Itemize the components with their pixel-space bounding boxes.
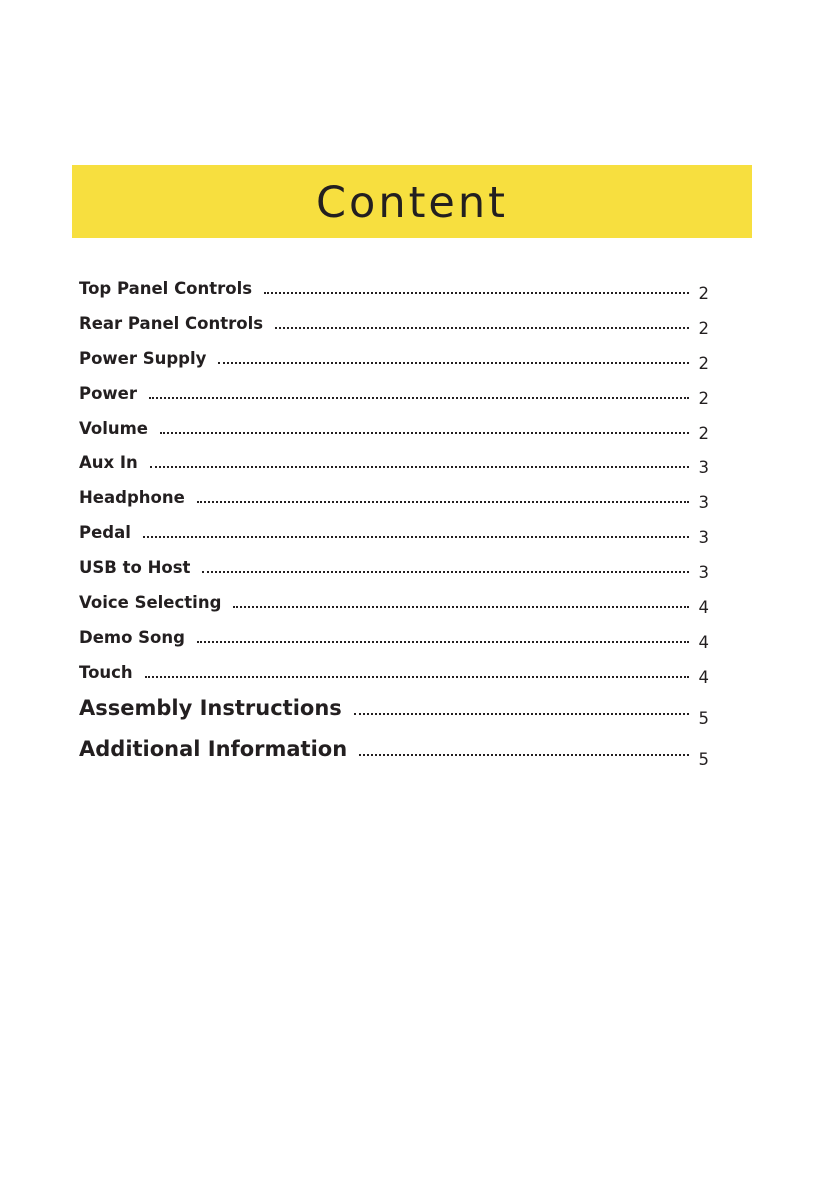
toc-entry-label: Additional Information (79, 737, 348, 761)
page-title: Content (315, 178, 508, 228)
toc-entry[interactable] (79, 386, 719, 416)
toc-entry-label: Aux In (79, 453, 138, 472)
toc-entry-label: USB to Host (79, 558, 191, 577)
toc-entry-page: 2 (698, 354, 709, 373)
toc-entry[interactable] (79, 525, 719, 555)
toc-dot-leader (218, 362, 689, 364)
toc-entry-page: 2 (698, 319, 709, 338)
toc-entry-label: Power (79, 384, 137, 403)
toc-entry[interactable] (79, 455, 719, 485)
toc-entry-label: Demo Song (79, 628, 185, 647)
toc-entry-page: 5 (698, 750, 709, 769)
toc-entry[interactable] (79, 351, 719, 381)
toc-entry[interactable] (79, 316, 719, 346)
toc-entry-page: 3 (698, 528, 709, 547)
toc-dot-leader (202, 571, 689, 573)
toc-dot-leader (197, 641, 689, 643)
toc-entry[interactable] (79, 737, 719, 773)
toc-entry-label: Voice Selecting (79, 593, 222, 612)
toc-entry-page: 3 (698, 458, 709, 477)
toc-entry-page: 4 (698, 668, 709, 687)
toc-entry[interactable] (79, 490, 719, 520)
toc-entry-page: 4 (698, 598, 709, 617)
toc-entry-page: 5 (698, 709, 709, 728)
toc-entry[interactable] (79, 630, 719, 660)
toc-dot-leader (354, 713, 689, 715)
toc-dot-leader (145, 676, 689, 678)
toc-entry[interactable] (79, 421, 719, 451)
toc-entry-page: 2 (698, 424, 709, 443)
toc-entry-label: Top Panel Controls (79, 279, 253, 298)
toc-entry[interactable] (79, 696, 719, 732)
toc-entry-label: Pedal (79, 523, 131, 542)
toc-entry-label: Volume (79, 419, 148, 438)
toc-dot-leader (160, 432, 689, 434)
toc-dot-leader (275, 327, 689, 329)
toc-entry-page: 2 (698, 389, 709, 408)
toc-entry[interactable] (79, 595, 719, 625)
toc-entry[interactable] (79, 281, 719, 311)
toc-dot-leader (143, 536, 689, 538)
toc-entry-page: 3 (698, 563, 709, 582)
toc-entry-label: Assembly Instructions (79, 696, 342, 720)
toc-dot-leader (233, 606, 689, 608)
toc-dot-leader (264, 292, 689, 294)
toc-entry-page: 2 (698, 284, 709, 303)
toc-dot-leader (150, 466, 689, 468)
title-banner (72, 165, 752, 238)
toc-dot-leader (149, 397, 689, 399)
toc-entry-label: Rear Panel Controls (79, 314, 264, 333)
toc-entry-label: Power Supply (79, 349, 207, 368)
toc-dot-leader (359, 754, 689, 756)
toc-entry[interactable] (79, 665, 719, 695)
toc-entry[interactable] (79, 560, 719, 590)
toc-dot-leader (197, 501, 689, 503)
toc-entry-page: 4 (698, 633, 709, 652)
toc-entry-label: Touch (79, 663, 133, 682)
toc-entry-page: 3 (698, 493, 709, 512)
toc-entry-label: Headphone (79, 488, 185, 507)
